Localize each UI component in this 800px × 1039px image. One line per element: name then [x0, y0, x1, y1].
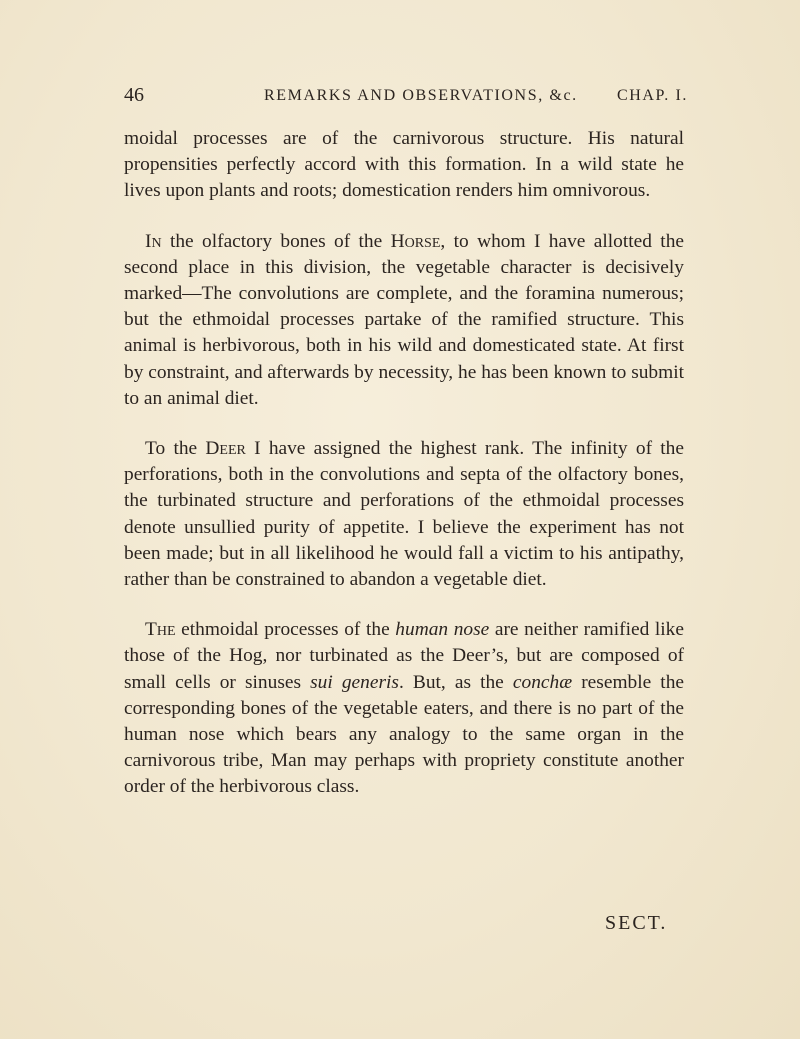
chapter-label: CHAP. I.	[616, 87, 688, 104]
paragraph-3-text-b: I have assigned the highest rank. The infinity of the perforations, both in the convolutions and septa of the olfactory bones, the turbinated structure and perforations of the ethmoidal processes denote unsullied purity of appetite. I believe the experiment has not been made; but in all likelihood he would fall a victim to his antipathy, rather than be constrained to abandon a vegetable diet.	[124, 438, 684, 591]
running-head: REMARKS AND OBSERVATIONS, &c.	[264, 87, 578, 104]
page-header	[124, 84, 688, 110]
paragraph-3	[124, 436, 684, 593]
paragraph-4	[124, 617, 684, 800]
body-text	[124, 126, 684, 801]
paragraph-1	[124, 126, 684, 205]
page-number: 46	[124, 84, 144, 106]
sui-generis-term: sui generis	[310, 671, 399, 693]
paragraph-2	[124, 229, 684, 412]
paragraph-4-text-a: ethmoidal processes of the	[175, 619, 396, 641]
paragraph-3-text-a: To the	[145, 438, 206, 460]
paragraph-4-text-b: are neither ramified like those of the Hog, nor turbinated as the Deer’s, but are composed of small cells or sinuses	[124, 619, 684, 693]
paragraph-1-text: moidal processes are of the carnivorous structure. His natural propensities perfectly accord with this formation. In a wild state he lives upon plants and roots; domestication renders him omnivorous.	[124, 128, 684, 202]
horse-term: Horse	[390, 230, 441, 252]
paragraph-4-lead: The	[145, 619, 176, 641]
paragraph-4-text-c: . But, as the	[398, 671, 513, 693]
paragraph-2-text-b: , to whom I have allotted the second place in this division, the vegetable character is decisively marked—The convolutions are complete, and the foramina numerous; but the ethmoidal processes partake of the ramified structure. This animal is herbivorous, both in his wild and domesticated state. At first by constraint, and afterwards by necessity, he has been known to submit to an animal diet.	[124, 230, 684, 409]
catchword: SECT.	[605, 912, 668, 934]
paragraph-4-text-d: resemble the corresponding bones of the vegetable eaters, and there is no part of the human nose which bears any analogy to the same organ in the carnivorous tribe, Man may perhaps with propriety constitute another order of the herbivorous class.	[124, 671, 684, 798]
deer-term: Deer	[205, 438, 246, 460]
paragraph-2-lead: In	[145, 230, 162, 252]
human-nose-term: human nose	[395, 619, 490, 641]
conchae-term: conchæ	[512, 671, 573, 693]
paragraph-2-text-a: the olfactory bones of the	[161, 230, 391, 252]
